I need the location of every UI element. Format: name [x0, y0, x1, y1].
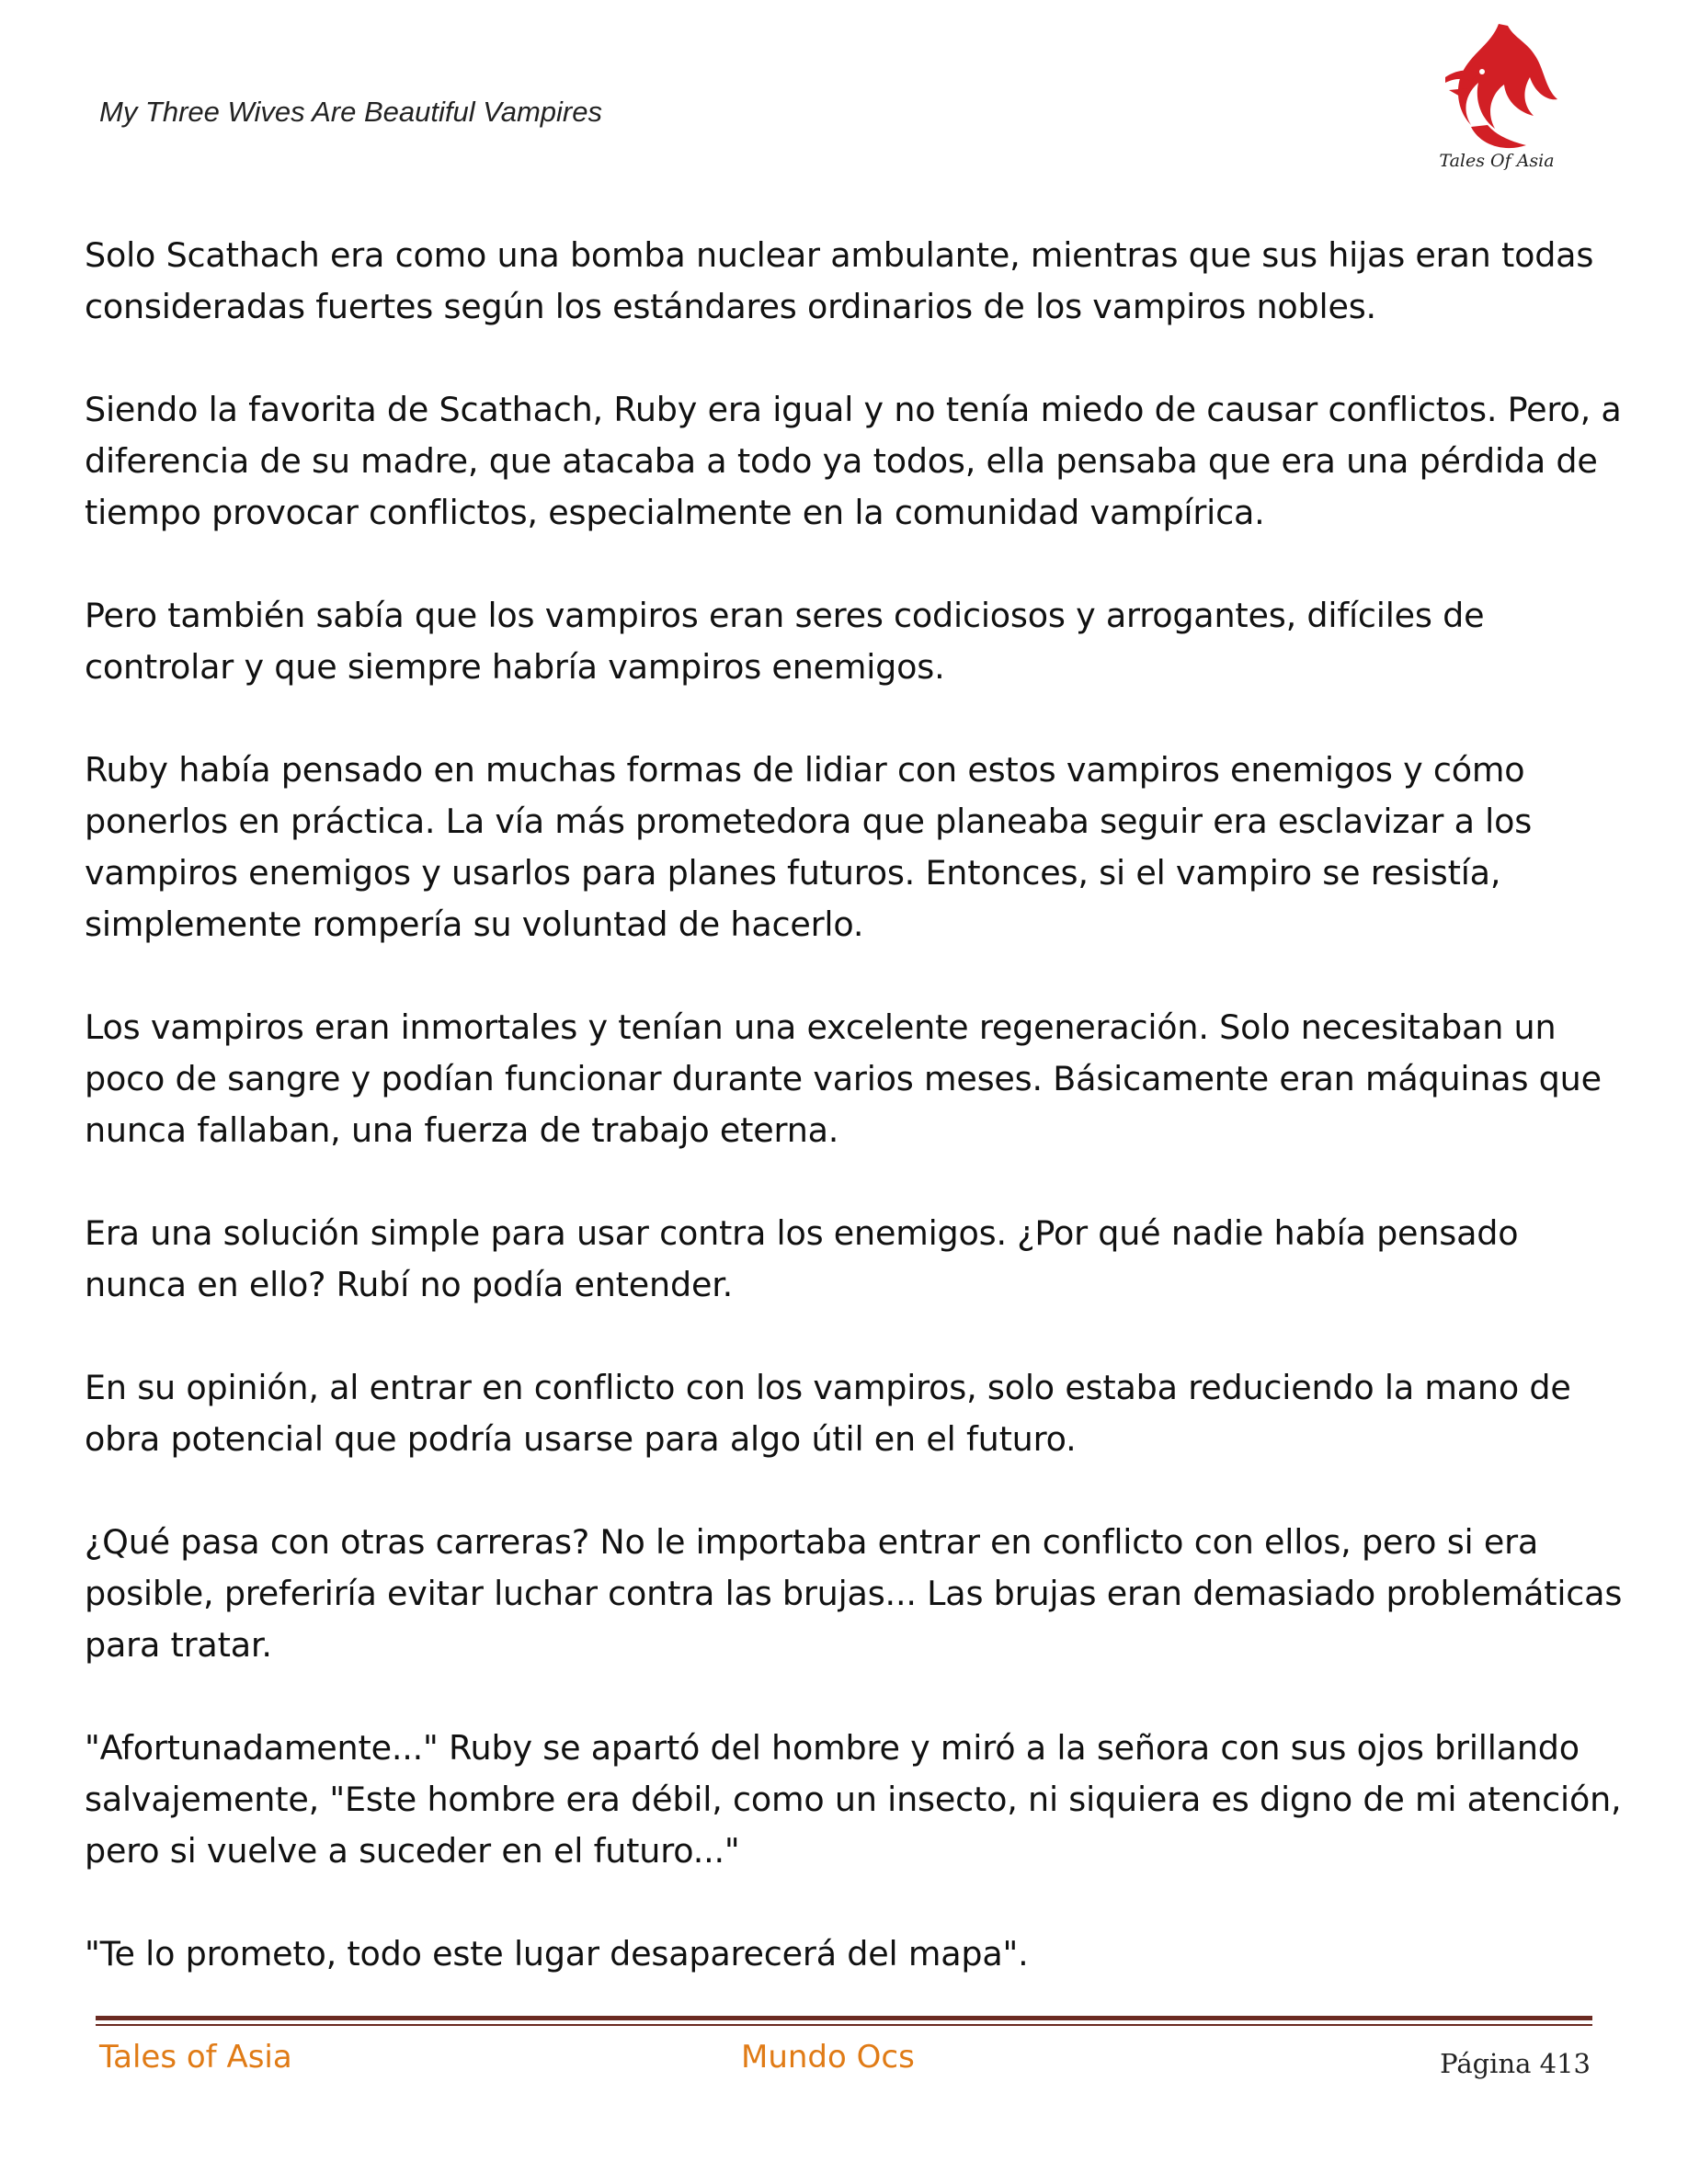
logo-text: Tales Of Asia	[1439, 151, 1555, 171]
footer-site-name: Tales of Asia	[99, 2039, 292, 2076]
paragraph: Los vampiros eran inmortales y tenían una excelente regeneración. Solo necesitaban un poco de sangre y podían funcionar durante varios meses. Básicamente eran máquinas que nunca fallaban, una fuerza de trabajo eterna.	[85, 1007, 1602, 1150]
footer-divider	[96, 2016, 1592, 2020]
paragraph: Era una solución simple para usar contra los enemigos. ¿Por qué nadie había pensado nunca en ello? Rubí no podía entender.	[85, 1213, 1519, 1304]
paragraph: Siendo la favorita de Scathach, Ruby era igual y no tenía miedo de causar conflictos. Pero, a diferencia de su madre, que atacaba a todo ya todos, ella pensaba que era una pérdida de tiempo provocar conflictos, especialmente en la comunidad vampírica.	[85, 390, 1622, 532]
paragraph: Solo Scathach era como una bomba nuclear ambulante, mientras que sus hijas eran todas consideradas fuertes según los estándares ordinarios de los vampiros nobles.	[85, 235, 1594, 326]
paragraph: "Te lo prometo, todo este lugar desaparecerá del mapa".	[85, 1934, 1029, 1974]
paragraph: "Afortunadamente..." Ruby se apartó del hombre y miró a la señora con sus ojos brillando salvajemente, "Este hombre era débil, como un insecto, ni siquiera es digno de mi atención, pero si vuelve a suceder en el futuro..."	[85, 1728, 1622, 1871]
paragraph: Pero también sabía que los vampiros eran seres codiciosos y arrogantes, difíciles de controlar y que siempre habría vampiros enemigos.	[85, 596, 1485, 687]
paragraph: Ruby había pensado en muchas formas de lidiar con estos vampiros enemigos y cómo ponerlos en práctica. La vía más prometedora que planeaba seguir era esclavizar a los vampiros enemigos y usarlos para planes futuros. Entonces, si el vampiro se resistía, simplemente rompería su voluntad de hacerlo.	[85, 750, 1533, 944]
document-header-title: My Three Wives Are Beautiful Vampires	[99, 96, 602, 128]
paragraph: En su opinión, al entrar en conflicto con los vampiros, solo estaba reduciendo la mano de obra potencial que podría usarse para algo útil en el futuro.	[85, 1368, 1571, 1459]
page-number: Página 413	[1440, 2048, 1591, 2079]
footer-divider-thin	[96, 2024, 1592, 2026]
footer-section-name: Mundo Ocs	[741, 2039, 915, 2076]
body-text	[85, 230, 1629, 2031]
paragraph: ¿Qué pasa con otras carreras? No le importaba entrar en conflicto con ellos, pero si era posible, preferiría evitar luchar contra las brujas... Las brujas eran demasiado problemáticas para tratar.	[85, 1522, 1623, 1665]
